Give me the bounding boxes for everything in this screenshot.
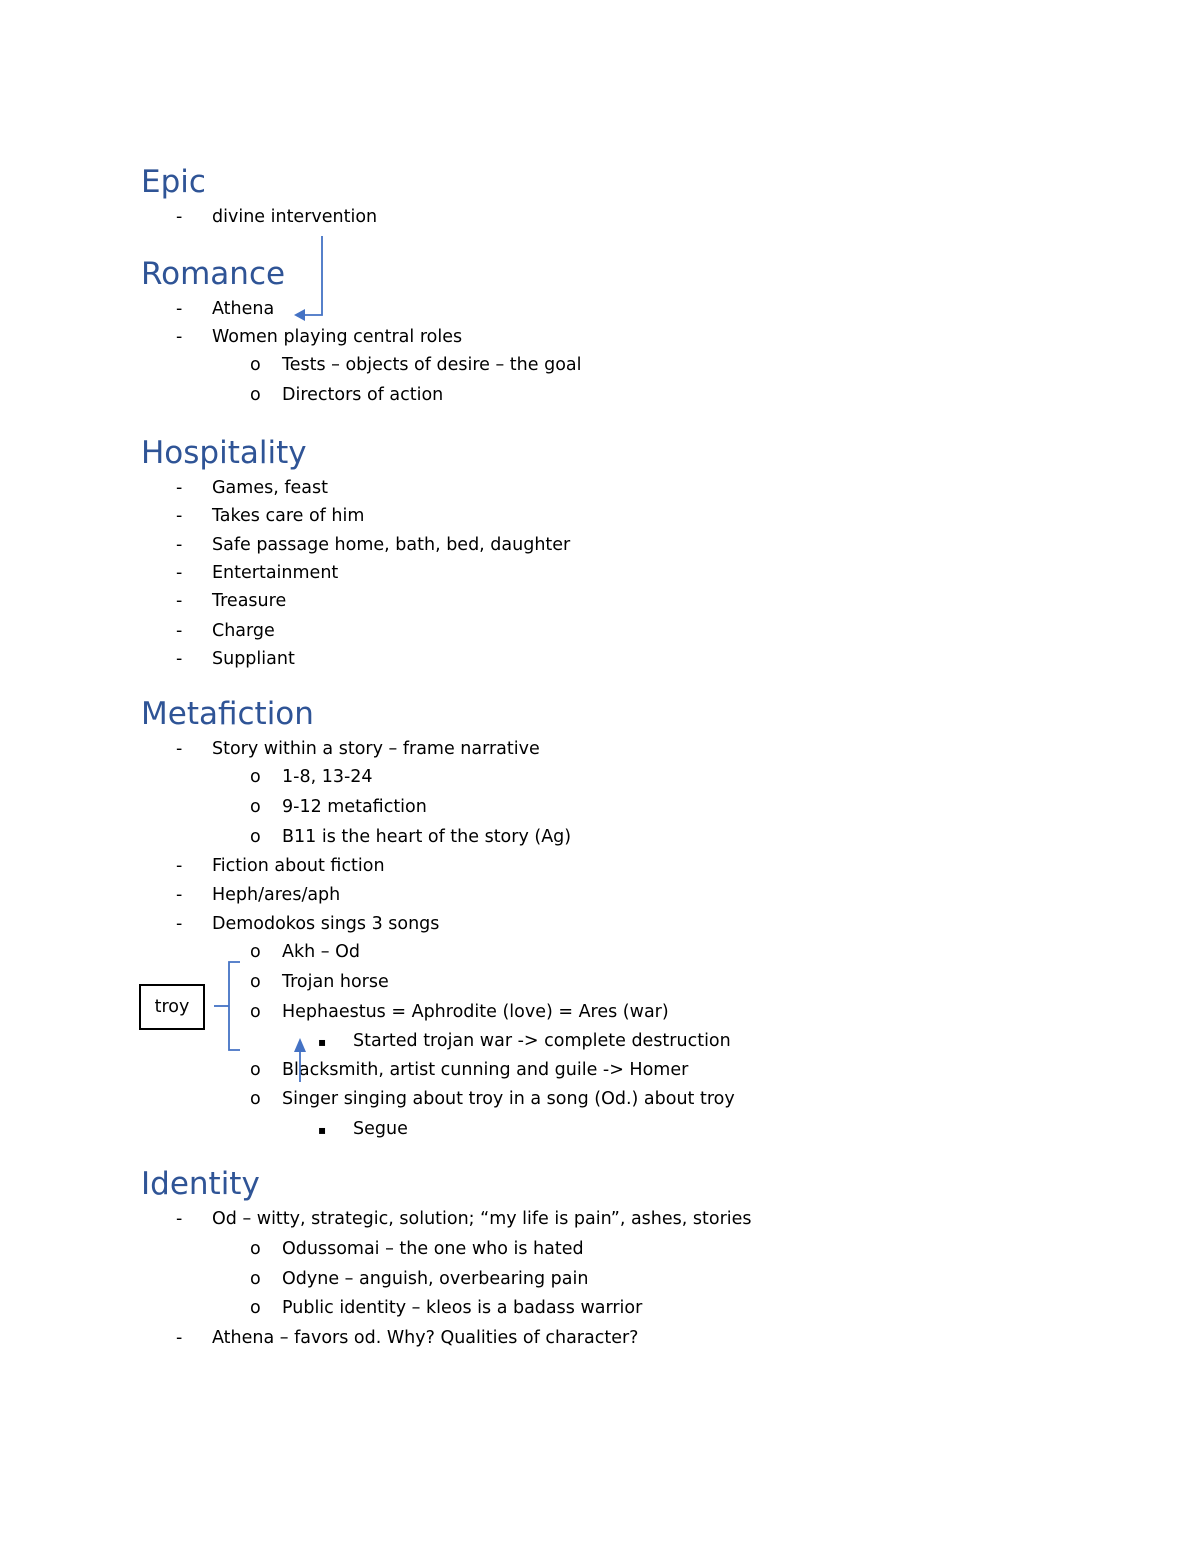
section-heading-identity: Identity [141,1166,260,1202]
section-heading-hospitality: Hospitality [141,435,307,471]
songs-bracket [229,962,240,1050]
connector-arrowhead [294,309,305,321]
section-heading-metafiction: Metafiction [141,696,314,732]
troy-box-label: troy [154,997,190,1017]
section-heading-epic: Epic [141,164,206,200]
connector-arrow [304,236,322,315]
up-arrowhead [294,1038,306,1052]
section-heading-romance: Romance [141,256,286,292]
